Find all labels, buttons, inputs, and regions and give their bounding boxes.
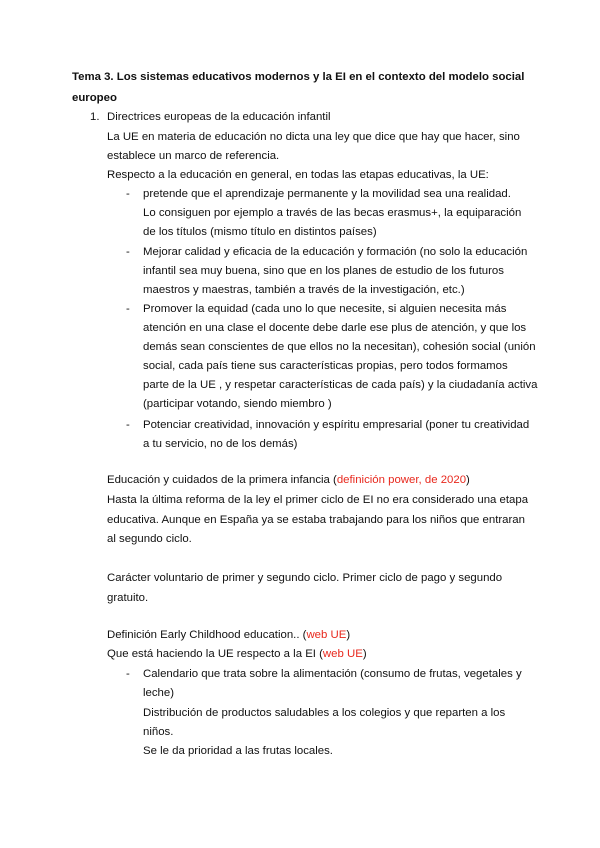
bullet-line: niños. [143,726,174,738]
bullet-line: atención en una clase el docente debe darle ese plus de atención, y que los [143,322,527,334]
paragraph-line: Carácter voluntario de primer y segundo ciclo. Primer ciclo de pago y segundo [107,572,503,584]
bullet-line: Calendario que trata sobre la alimentación (consumo de frutas, vegetales y [143,668,522,680]
paragraph-line: Hasta la última reforma de la ley el primer ciclo de EI no era considerado una etapa [107,494,529,506]
paragraph-line: gratuito. [107,592,149,604]
definition-close: ) [346,629,351,641]
bullet-dash: - [126,188,130,200]
paragraph-line: La UE en materia de educación no dicta una ley que dice que hay que hacer, sino [107,131,520,143]
bullet-line: Distribución de productos saludables a los colegios y que reparten a los [143,707,506,719]
web-ue-link[interactable]: web UE [306,629,347,641]
section-number: 1. [90,111,100,123]
bullet-line: maestros y maestras, también a través de la investigación, etc.) [143,284,465,296]
bullet-line: de los títulos (mismo título en distintos países) [143,226,377,238]
paragraph-line: Respecto a la educación en general, en todas las etapas educativas, la UE: [107,169,489,181]
heading-close: ) [466,474,470,486]
bullet-dash: - [126,246,130,258]
bullet-line: leche) [143,687,175,699]
definition-line [107,628,350,642]
bullet-line: Se le da prioridad a las frutas locales. [143,745,333,757]
bullet-line: pretende que el aprendizaje permanente y la movilidad sea una realidad. [143,188,511,200]
bullet-line: parte de la UE , y respetar características de cada país) y la ciudadanía activa [143,379,538,391]
web-ue-link[interactable]: web UE [322,648,363,660]
question-text: Que está haciendo la UE respecto a la EI ( [107,648,323,660]
bullet-line: social, cada país tiene sus características propias, pero todos formamos [143,360,508,372]
bullet-line: infantil sea muy buena, sino que en los planes de estudio de los futuros [143,265,504,277]
bullet-line: Mejorar calidad y eficacia de la educación y formación (no solo la educación [143,246,528,258]
question-close: ) [362,648,367,660]
definition-link[interactable]: definición power, de 2020 [336,474,467,486]
doc-title-line-1: Tema 3. Los sistemas educativos modernos y la EI en el contexto del modelo social [72,71,525,83]
doc-title-line-2: europeo [72,92,117,104]
bullet-line: a tu servicio, no de los demás) [143,438,298,450]
section-heading: Directrices europeas de la educación infantil [107,111,331,123]
bullet-line: Promover la equidad (cada uno lo que necesite, si alguien necesita más [143,303,507,315]
question-line [107,647,367,661]
paragraph-line: al segundo ciclo. [107,533,192,545]
subsection-heading [107,473,470,487]
paragraph-line: educativa. Aunque en España ya se estaba trabajando para los niños que entraran [107,514,525,526]
bullet-dash: - [126,419,130,431]
bullet-line: demás sean conscientes de que ellos no la necesitan), cohesión social (unión [143,341,536,353]
heading-text: Educación y cuidados de la primera infancia ( [107,474,337,486]
definition-text: Definición Early Childhood education.. ( [107,629,307,641]
bullet-line: (participar votando, siendo miembro ) [143,398,332,410]
bullet-dash: - [126,668,130,680]
bullet-line: Potenciar creatividad, innovación y espíritu empresarial (poner tu creatividad [143,419,530,431]
bullet-dash: - [126,303,130,315]
bullet-line: Lo consiguen por ejemplo a través de las becas erasmus+, la equiparación [143,207,522,219]
paragraph-line: establece un marco de referencia. [107,150,280,162]
